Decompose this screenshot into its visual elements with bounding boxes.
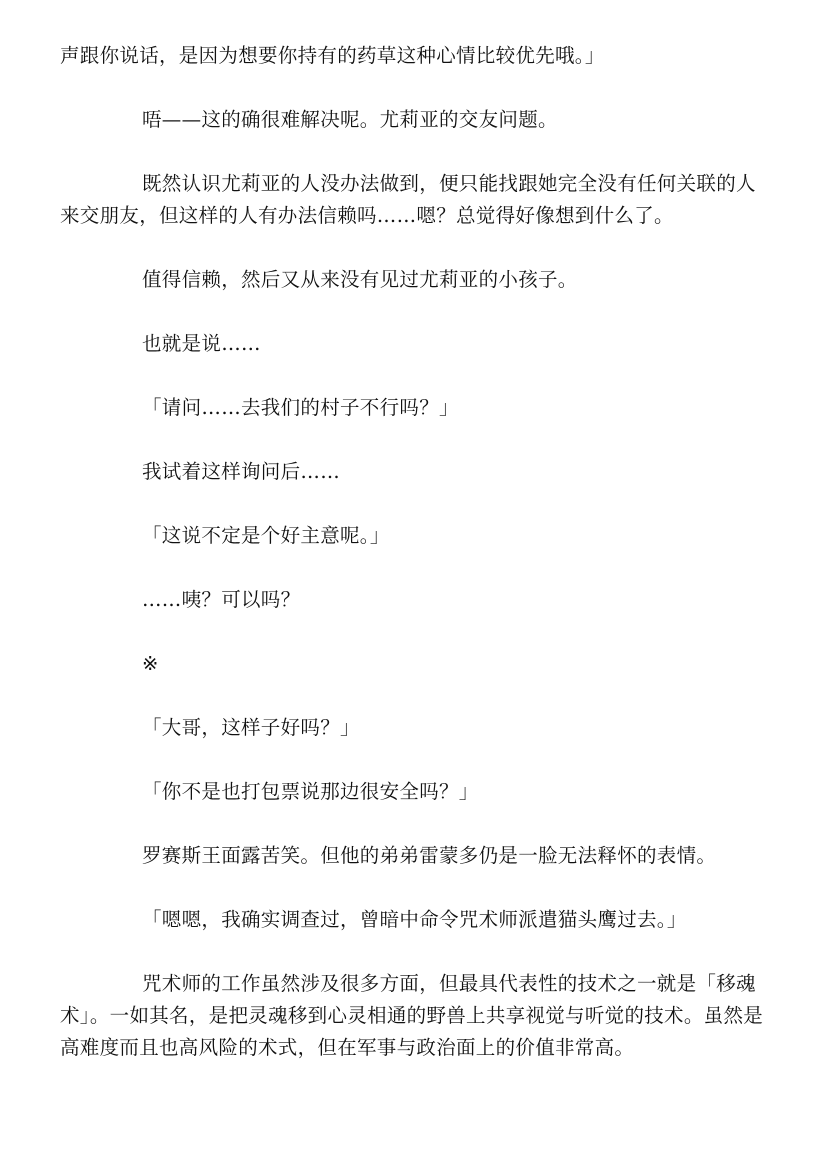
paragraph: ……咦？可以吗？ [142, 588, 301, 611]
paragraph: 也就是说…… [142, 332, 261, 355]
dialogue-line: 「请问……去我们的村子不行吗？」 [142, 396, 459, 419]
paragraph: 既然认识尤莉亚的人没办法做到，便只能找跟她完全没有任何关联的人来交朋友，但这样的人有办法信赖吗……嗯？总觉得好像想到什么了。 [60, 172, 756, 227]
paragraph: 罗赛斯王面露苦笑。但他的弟弟雷蒙多仍是一脸无法释怀的表情。 [142, 844, 717, 867]
dialogue-line: 「你不是也打包票说那边很安全吗？」 [142, 780, 479, 803]
dialogue-line: 「这说不定是个好主意呢。」 [142, 524, 390, 547]
paragraph: 咒术师的工作虽然涉及很多方面，但最具代表性的技术之一就是「移魂术」。一如其名，是把灵魂移到心灵相通的野兽上共享视觉与听觉的技术。虽然是高难度而且也高风险的术式，但在军事与政治面上的价值非常高。 [60, 972, 764, 1059]
scene-break-mark: ※ [142, 652, 159, 675]
paragraph: 唔——这的确很难解决呢。尤莉亚的交友问题。 [142, 108, 558, 131]
paragraph-continuation: 声跟你说话，是因为想要你持有的药草这种心情比较优先哦。」 [60, 44, 605, 67]
dialogue-line: 「嗯嗯，我确实调查过，曾暗中命令咒术师派遣猫头鹰过去。」 [142, 908, 687, 931]
paragraph: 我试着这样询问后…… [142, 460, 340, 483]
paragraph: 值得信赖，然后又从来没有见过尤莉亚的小孩子。 [142, 268, 578, 291]
dialogue-line: 「大哥，这样子好吗？」 [142, 716, 360, 739]
